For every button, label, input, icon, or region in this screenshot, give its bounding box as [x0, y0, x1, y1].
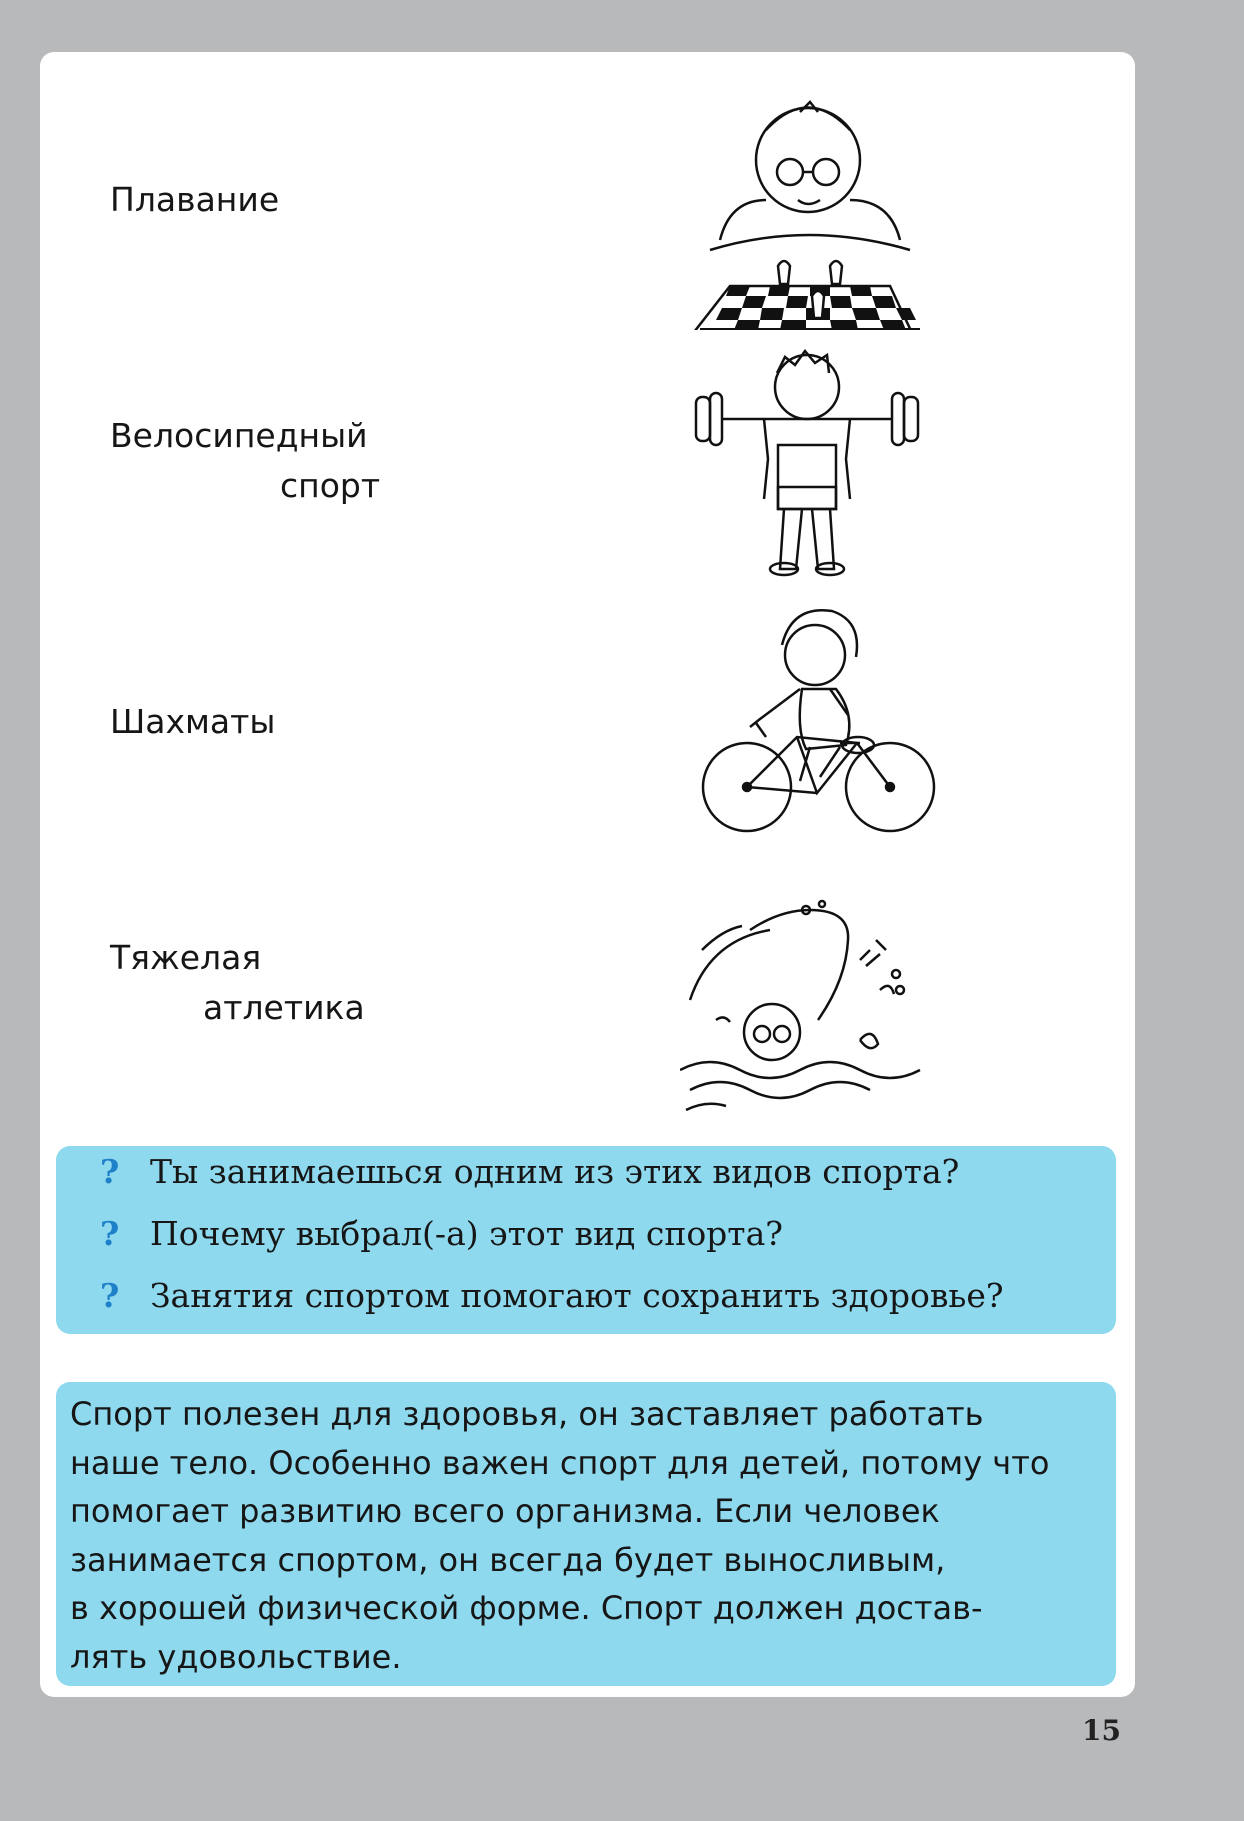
- info-line: занимается спортом, он всегда будет выносливым,: [70, 1540, 946, 1579]
- question-row: [100, 1152, 959, 1202]
- question-mark-icon: ?: [100, 1152, 120, 1191]
- info-box: [56, 1382, 1116, 1686]
- info-line: в хорошей физической форме. Спорт должен достав-: [70, 1589, 983, 1627]
- question-mark-icon: ?: [100, 1276, 120, 1315]
- info-line: лять удовольствие.: [70, 1637, 402, 1676]
- info-line: помогает развитию всего организма. Если человек: [70, 1492, 940, 1530]
- cyclist-picture: [690, 597, 950, 837]
- label-chess: Шахматы: [110, 702, 276, 741]
- question-text: Ты занимаешься одним из этих видов спорта?: [150, 1152, 960, 1191]
- label-weightlifting: Тяжелая атлетика: [110, 938, 365, 1027]
- question-text: Занятия спортом помогают сохранить здоровье?: [150, 1276, 1004, 1315]
- info-line: наше тело. Особенно важен спорт для детей, потому что: [70, 1443, 1050, 1482]
- swimmer-picture: [680, 890, 970, 1115]
- info-text: [70, 1390, 1110, 1681]
- question-mark-icon: ?: [100, 1214, 120, 1253]
- questions-box: [56, 1146, 1116, 1334]
- label-swimming: Плавание: [110, 180, 280, 219]
- question-row: [100, 1214, 783, 1264]
- label-cycling: Велосипедный спорт: [110, 416, 381, 505]
- weightlifter-picture: [692, 337, 922, 577]
- question-text: Почему выбрал(-а) этот вид спорта?: [150, 1214, 783, 1253]
- info-line: Спорт полезен для здоровья, он заставляет работать: [70, 1395, 984, 1433]
- page-number: 15: [1082, 1714, 1121, 1747]
- question-row: [100, 1276, 1004, 1326]
- chess-player-picture: [680, 90, 940, 330]
